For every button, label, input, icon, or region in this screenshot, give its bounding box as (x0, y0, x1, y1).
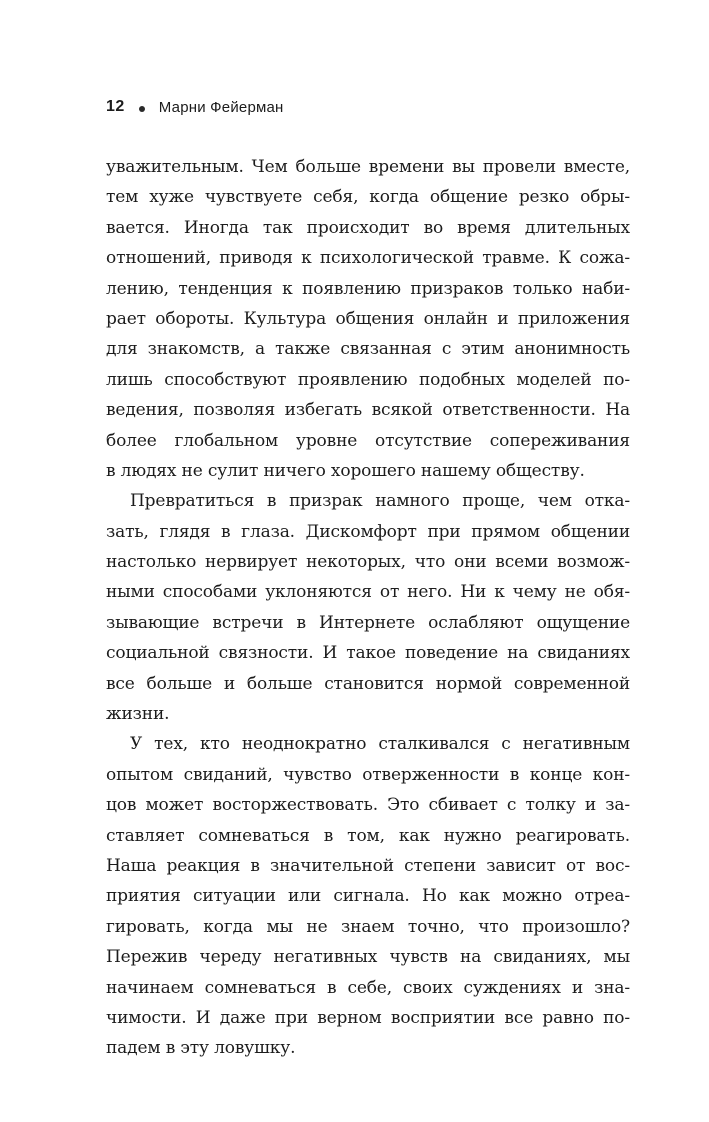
paragraph (106, 152, 630, 486)
text-line: зать, глядя в глаза. Дискомфорт при прямом общении (106, 521, 630, 542)
text-line: опытом свиданий, чувство отверженности в конце кон- (106, 764, 630, 785)
running-head (106, 95, 284, 119)
text-line: тем хуже чувствуете себя, когда общение резко обры- (106, 187, 630, 208)
text-line: жизни. (106, 704, 170, 725)
paragraph (106, 486, 630, 729)
text-line: Наша реакция в значительной степени зависит от вос- (106, 855, 630, 876)
text-line: зывающие встречи в Интернете ослабляют ощущение (106, 612, 630, 633)
text-line: падем в эту ловушку. (106, 1038, 296, 1059)
text-line: Превратиться в призрак намного проще, чем отка- (130, 491, 630, 512)
text-line: чимости. И даже при верном восприятии все равно по- (106, 1007, 630, 1028)
text-line: лению, тенденция к появлению призраков только наби- (106, 278, 630, 299)
text-line: уважительным. Чем больше времени вы провели вместе, (106, 157, 630, 177)
text-line: более глобальном уровне отсутствие сопереживания (106, 430, 630, 451)
text-line: начинаем сомневаться в себе, своих суждениях и зна- (106, 977, 630, 998)
text-line: вается. Иногда так происходит во время длительных (106, 217, 630, 238)
text-line: У тех, кто неоднократно сталкивался с негативным (130, 734, 630, 755)
text-line: гировать, когда мы не знаем точно, что произошло? (106, 916, 630, 937)
text-line: для знакомств, а также связанная с этим анонимность (106, 339, 630, 360)
text-line: в людях не сулит ничего хорошего нашему обществу. (106, 460, 585, 481)
text-line: настолько нервирует некоторых, что они всеми возмож- (106, 552, 630, 573)
text-line: Пережив череду негативных чувств на свиданиях, мы (106, 947, 630, 968)
text-line: ведения, позволяя избегать всякой ответственности. На (106, 400, 630, 421)
text-line: все больше и больше становится нормой современной (106, 673, 630, 694)
text-line: приятия ситуации или сигнала. Но как можно отреа- (106, 886, 630, 907)
paragraph (106, 729, 630, 1063)
text-line: ными способами уклоняются от него. Ни к чему не обя- (106, 582, 630, 603)
body-text (106, 152, 630, 1064)
running-head-author: Марни Фейерман (158, 98, 284, 116)
text-line: лишь способствуют проявлению подобных моделей по- (106, 369, 630, 390)
text-line: рает обороты. Культура общения онлайн и приложения (106, 308, 630, 329)
text-line: социальной связности. И такое поведение на свиданиях (106, 643, 630, 664)
bullet-dot-icon (139, 106, 145, 112)
text-line: ставляет сомневаться в том, как нужно реагировать. (106, 825, 630, 846)
text-line: цов может восторжествовать. Это сбивает с толку и за- (106, 795, 630, 816)
page-number: 12 (106, 98, 125, 115)
text-line: отношений, приводя к психологической травме. К сожа- (106, 248, 630, 269)
